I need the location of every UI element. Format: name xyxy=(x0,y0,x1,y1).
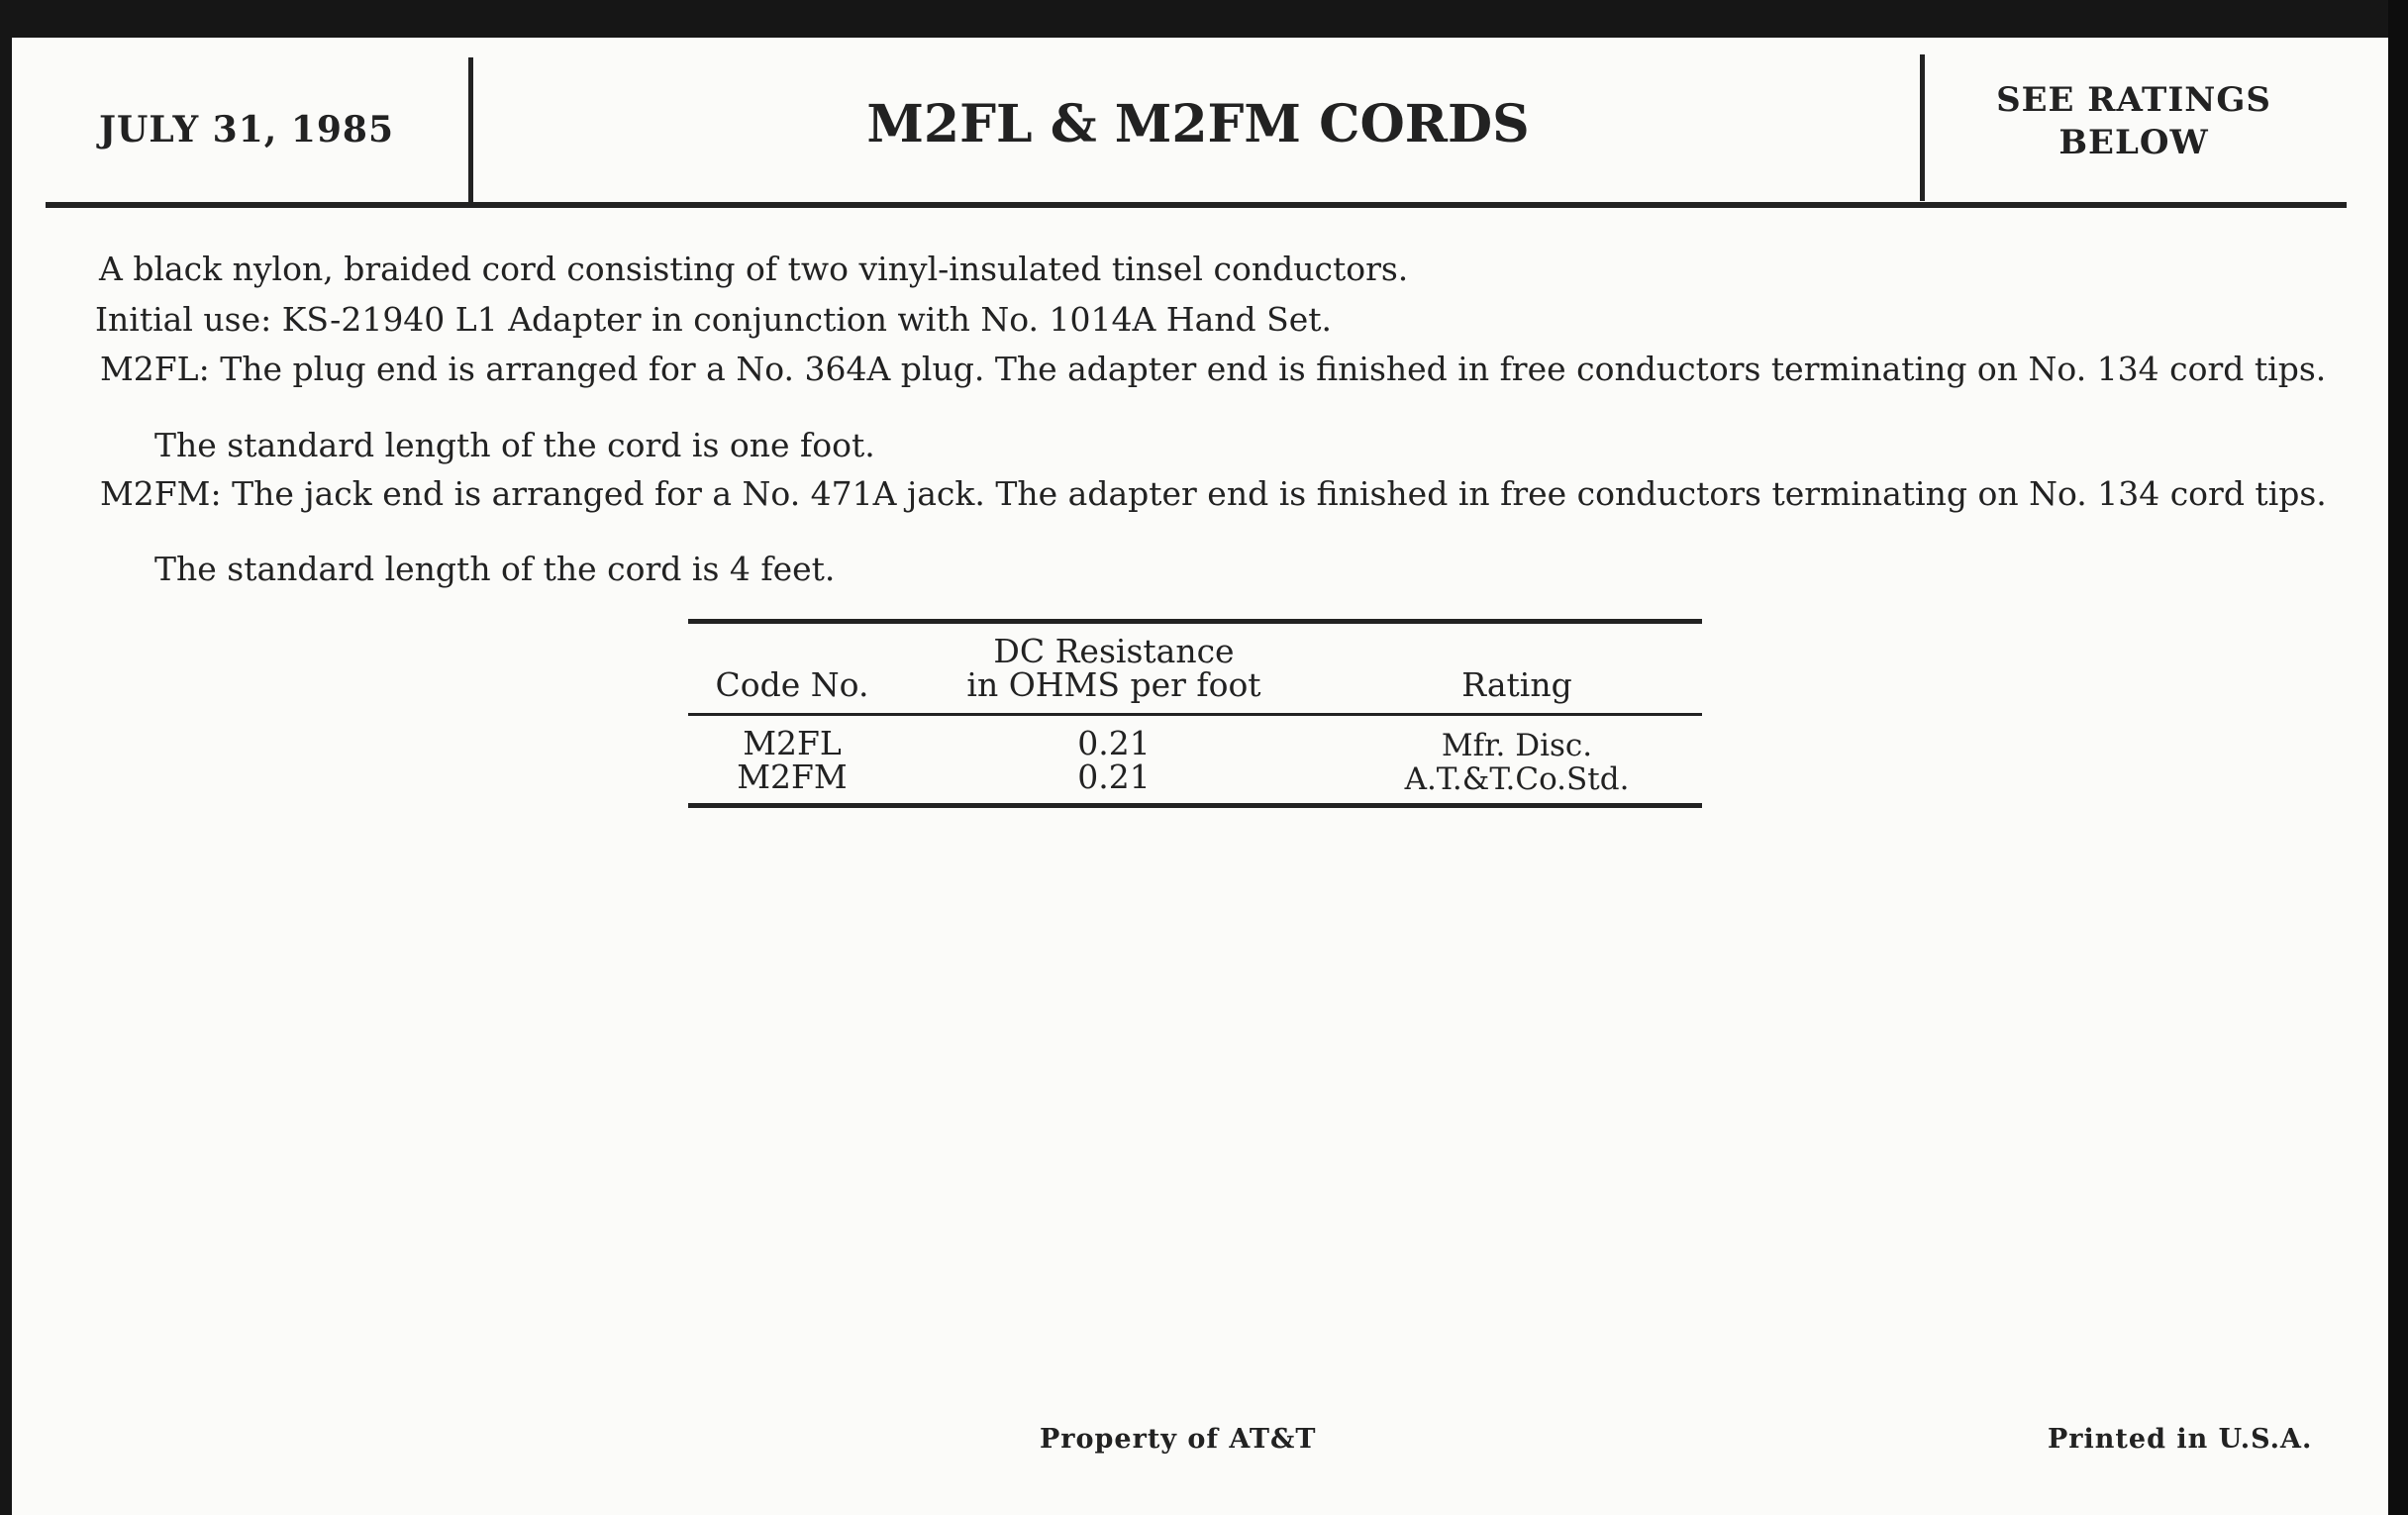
description-paragraph: A black nylon, braided cord consisting of two vinyl-insulated tinsel conductors. xyxy=(99,250,1409,288)
column-header-resistance-line2: in OHMS per foot xyxy=(966,665,1261,704)
table-cell-rating: A.T.&T.Co.Std. xyxy=(1404,761,1630,797)
table-cell-code: M2FL xyxy=(743,724,842,762)
header-rating-line2: BELOW xyxy=(2058,123,2209,162)
initial-use-paragraph: Initial use: KS-21940 L1 Adapter in conjunction with No. 1014A Hand Set. xyxy=(95,300,1333,339)
header-rating-line1: SEE RATINGS xyxy=(1996,80,2271,120)
header-divider-left xyxy=(468,57,473,204)
table-top-rule xyxy=(688,619,1702,624)
header-date: JULY 31, 1985 xyxy=(99,109,395,151)
header-divider-right xyxy=(1920,54,1925,201)
page-title: M2FL & M2FM CORDS xyxy=(866,94,1530,154)
m2fl-description: M2FL: The plug end is arranged for a No. 364A plug. The adapter end is finished in free conductors terminating on No. 134 cord tips. xyxy=(100,350,2327,388)
footer-printed: Printed in U.S.A. xyxy=(2048,1424,2313,1455)
header-rule xyxy=(46,202,2347,208)
footer-property: Property of AT&T xyxy=(1040,1424,1317,1455)
column-header-resistance-line1: DC Resistance xyxy=(993,632,1235,670)
table-cell-rating: Mfr. Disc. xyxy=(1441,728,1593,763)
table-header-rule xyxy=(688,713,1702,716)
m2fm-length: The standard length of the cord is 4 feet. xyxy=(154,550,836,588)
m2fm-description: M2FM: The jack end is arranged for a No. 471A jack. The adapter end is finished in free conductors terminating on No. 134 cord tips. xyxy=(100,474,2327,513)
column-header-code: Code No. xyxy=(715,665,869,704)
table-cell-resistance: 0.21 xyxy=(1077,724,1151,762)
table-bottom-rule xyxy=(688,803,1702,808)
table-cell-code: M2FM xyxy=(737,758,848,796)
m2fl-length: The standard length of the cord is one foot. xyxy=(154,426,875,464)
scan-edge xyxy=(2388,0,2408,1515)
header-rating-note xyxy=(1941,79,2327,164)
table-cell-resistance: 0.21 xyxy=(1077,758,1151,796)
column-header-rating: Rating xyxy=(1461,665,1572,704)
